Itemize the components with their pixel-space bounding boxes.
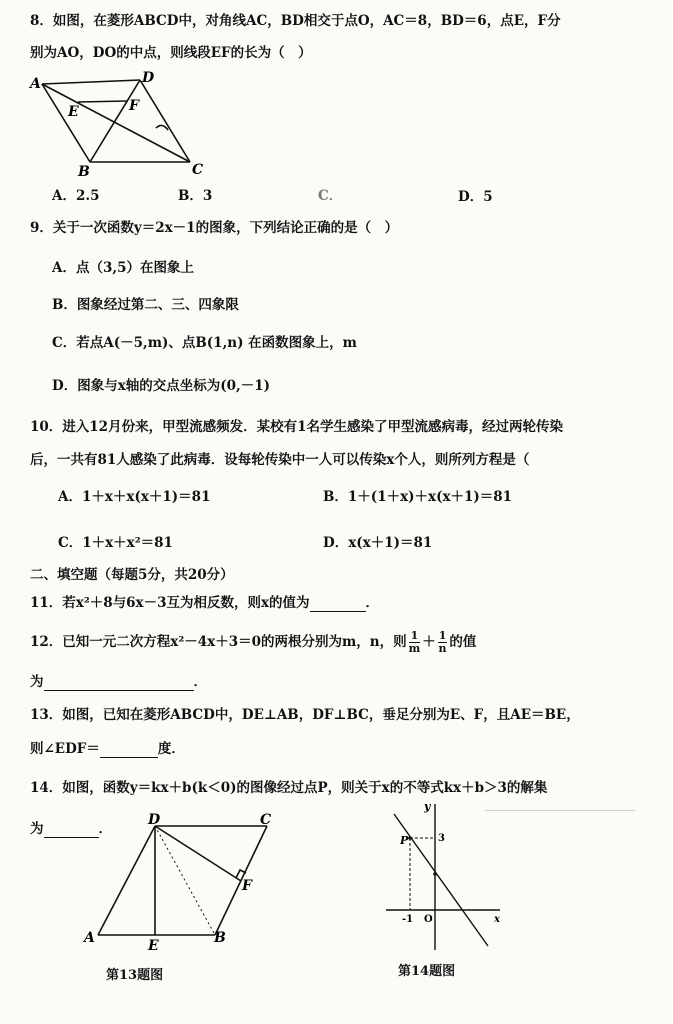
q8-option-c: C． <box>318 188 343 204</box>
q13-label-b: B <box>214 930 226 946</box>
q13-line2 <box>30 740 185 758</box>
q8-line2: 别为AO，DO的中点，则线段EF的长为（ ） <box>30 45 312 61</box>
q12-fraction-2 <box>438 630 448 655</box>
q12-end: ． <box>193 674 207 690</box>
q8-label-f: F <box>129 98 139 114</box>
q14-label-neg1: -1 <box>402 914 414 925</box>
q14-caption: 第14题图 <box>398 964 456 979</box>
q8-option-a: A．2.5 <box>52 188 100 204</box>
q13-answer-blank <box>100 743 158 758</box>
q8-label-b: B <box>78 164 90 180</box>
q12-frac2-den: n <box>438 642 447 655</box>
q9-option-b: B．图象经过第二、三、四象限 <box>52 297 239 313</box>
q13-caption: 第13题图 <box>106 968 164 983</box>
q12-frac1-den: m <box>408 642 421 655</box>
q14-line2-text: 为 <box>30 821 44 837</box>
q12-frac2-num: 1 <box>438 629 447 642</box>
q13-line2-text: 则∠EDF＝ <box>30 741 100 757</box>
q8-label-d: D <box>142 70 155 86</box>
q12-answer-blank <box>44 676 194 691</box>
q13-label-d: D <box>148 812 161 828</box>
q12-frac1-num: 1 <box>410 629 419 642</box>
q14-end: ． <box>98 821 112 837</box>
q14-label-o: O <box>424 914 433 925</box>
q10-line2: 后，一共有81人感染了此病毒．设每轮传染中一人可以传染x个人，则所列方程是（ <box>30 452 530 468</box>
q10-option-d: D．x(x＋1)＝81 <box>323 535 433 551</box>
q12-plus: ＋ <box>422 634 436 650</box>
q13-label-f: F <box>242 878 252 894</box>
q14-label-p: P <box>400 834 409 847</box>
q14-label-3: 3 <box>438 833 445 844</box>
q8-line1: 8．如图，在菱形ABCD中，对角线AC，BD相交于点O，AC＝8，BD＝6，点E，F分 <box>30 13 561 29</box>
q14-label-x: x <box>494 914 500 925</box>
q14-label-y: y <box>424 800 431 813</box>
q8-label-c: C <box>192 162 204 178</box>
q9-option-c: C．若点A(－5,m)、点B(1,n) 在函数图象上，m <box>52 335 357 351</box>
q11-end: ． <box>365 595 380 611</box>
q14-line1: 14．如图，函数y＝kx＋b(k＜0)的图像经过点P，则关于x的不等式kx＋b＞3的解集 <box>30 780 548 796</box>
q11-answer-blank <box>310 597 366 612</box>
q8-label-a: A <box>30 76 41 92</box>
q11-line <box>30 594 379 612</box>
q10-option-b: B．1＋(1＋x)＋x(x＋1)＝81 <box>323 489 513 505</box>
q13-rhombus-figure <box>80 808 290 958</box>
q14-graph-figure <box>380 800 510 955</box>
q12-line2-text: 为 <box>30 674 44 690</box>
q13-label-c: C <box>260 812 272 828</box>
q10-option-c: C．1＋x＋x²＝81 <box>58 535 173 551</box>
q10-option-a: A．1＋x＋x(x＋1)＝81 <box>58 489 211 505</box>
q8-label-e: E <box>68 104 79 120</box>
q8-rhombus-figure <box>28 70 213 180</box>
q9-option-a: A．点（3,5）在图象上 <box>52 260 194 276</box>
q10-line1: 10．进入12月份来，甲型流感频发．某校有1名学生感染了甲型流感病毒，经过两轮传染 <box>30 419 563 435</box>
section2-heading: 二、填空题（每题5分，共20分） <box>30 567 234 583</box>
q11-text: 11．若x²＋8与6x－3互为相反数，则x的值为 <box>30 595 310 611</box>
q12-line2 <box>30 673 207 691</box>
q12-line1 <box>30 630 476 655</box>
q8-option-b: B．3 <box>178 188 213 204</box>
q12-tail: 的值 <box>449 634 477 650</box>
q12-text: 12．已知一元二次方程x²－4x＋3＝0的两根分别为m，n，则 <box>30 634 407 650</box>
q13-end: 度． <box>157 741 185 757</box>
q8-option-d: D．5 <box>458 189 493 205</box>
q9-option-d: D．图象与x轴的交点坐标为(0,－1) <box>52 378 271 394</box>
q13-line1: 13．如图，已知在菱形ABCD中，DE⊥AB，DF⊥BC，垂足分别为E、F，且AE＝BE， <box>30 707 580 723</box>
q13-label-a: A <box>84 930 95 946</box>
q13-label-e: E <box>148 938 159 954</box>
q9-stem: 9．关于一次函数y＝2x－1的图象，下列结论正确的是（ ） <box>30 220 399 236</box>
q12-fraction-1 <box>409 630 421 655</box>
scan-artifact-line <box>485 810 635 811</box>
